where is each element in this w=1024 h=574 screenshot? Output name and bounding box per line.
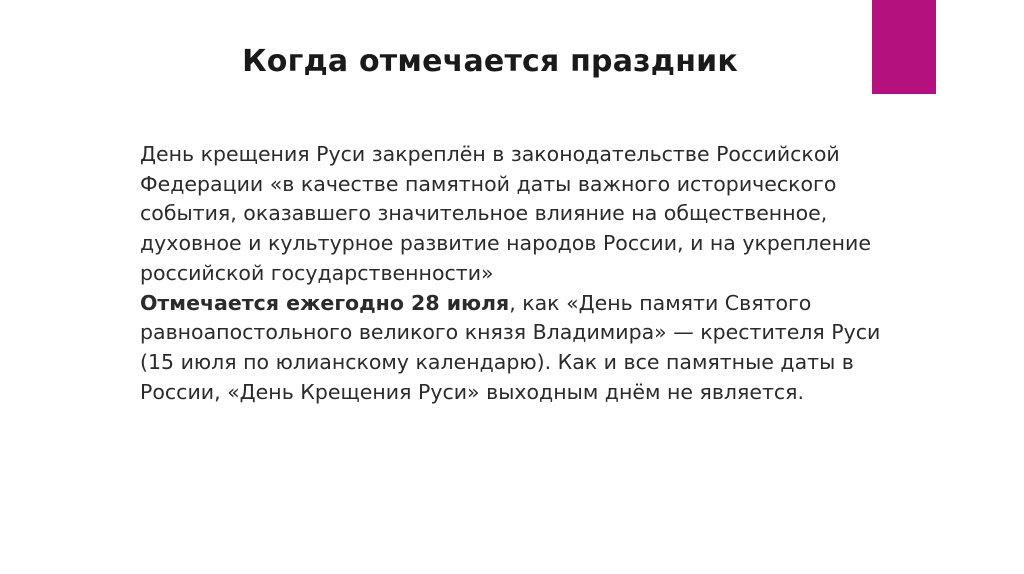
paragraph-second-rest: , как «День памяти Святого равноапостольного великого князя Владимира» — крестителя Руси (15 июля по юлианскому календарю). Как и все памятные даты в России, «День Крещения Руси» выходным днём не является. — [140, 290, 881, 404]
page-title: Когда отмечается праздник — [242, 44, 738, 80]
paragraph-second-emphasis: Отмечается ежегодно 28 июля — [140, 290, 510, 315]
slide-body — [140, 140, 900, 407]
paragraph-first: День крещения Руси закреплён в законодательстве Российской Федерации «в качестве памятной даты важного исторического события, оказавшего значительное влияние на общественное, духовное и культурное развитие народов России, и на укрепление российской государственности» — [140, 142, 871, 285]
paragraph-second — [140, 289, 900, 408]
accent-block — [872, 0, 936, 94]
